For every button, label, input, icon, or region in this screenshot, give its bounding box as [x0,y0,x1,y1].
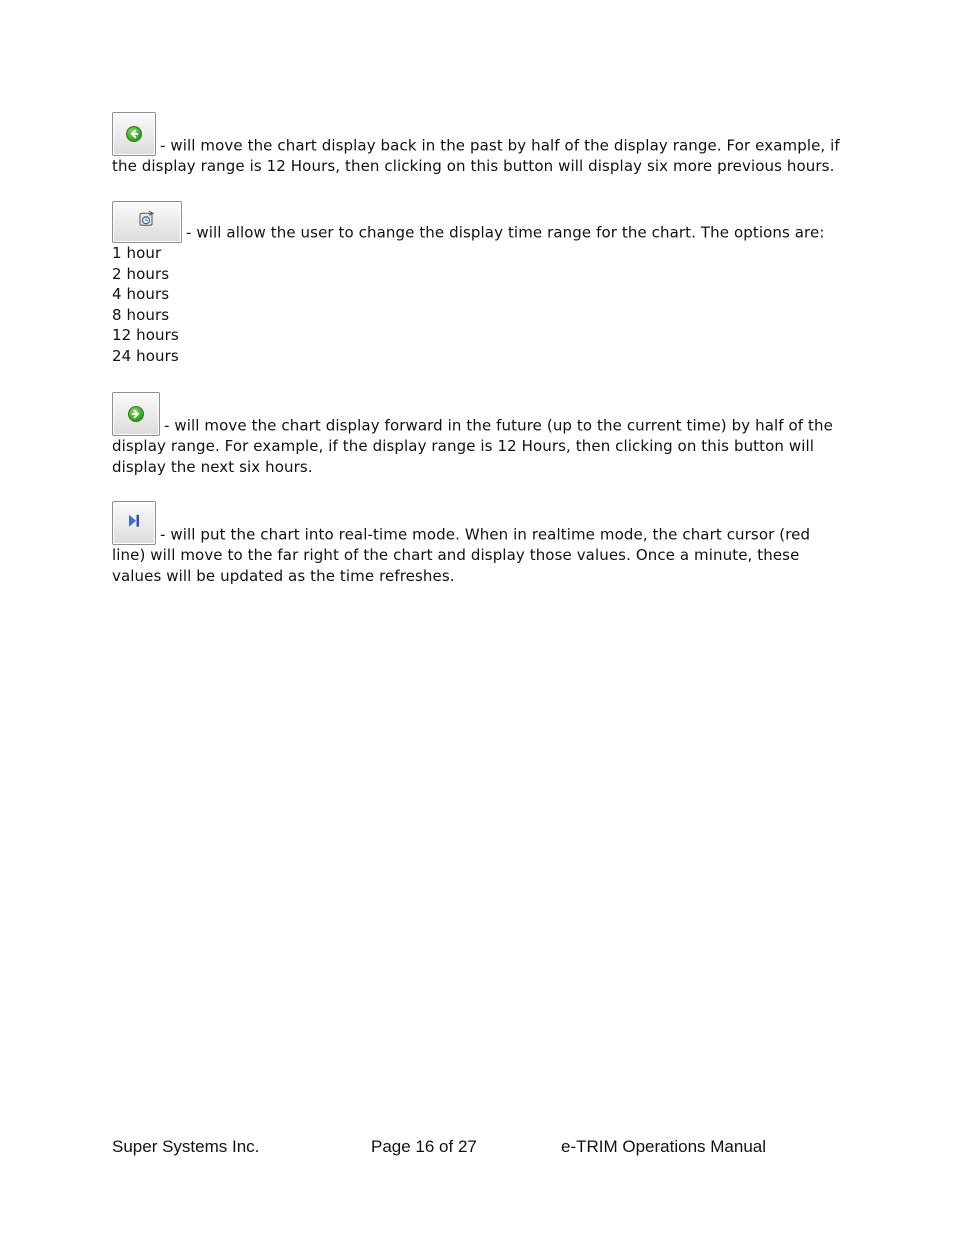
realtime-button-description [112,501,847,586]
footer-manual-title: e-TRIM Operations Manual [561,1137,767,1156]
range-option: 24 hours [112,346,179,365]
realtime-button-text: - will put the chart into real-time mode. When in realtime mode, the chart cursor (red line) will move to the far right of the chart and display those values. Once a minute, these values will be updated as the time refreshes. [112,525,811,585]
range-option: 1 hour [112,244,162,262]
clock-range-icon [137,210,157,234]
green-left-arrow-icon [126,126,142,142]
footer-company: Super Systems Inc. [112,1137,260,1156]
footer-page-number: Page 16 of 27 [371,1137,477,1156]
forward-button-description [112,392,847,477]
forward-button-image [112,392,160,436]
realtime-button-image [112,501,156,545]
skip-to-end-icon [128,513,140,534]
back-button-description [112,112,847,177]
range-option: 4 hours [112,285,170,303]
range-option: 2 hours [112,264,170,283]
range-button-text: - will allow the user to change the display time range for the chart. The options are: [186,223,825,242]
back-button-image [112,112,156,156]
range-option: 8 hours [112,305,170,324]
back-button-text: - will move the chart display back in the past by half of the display range. For example, if the display range is 12 Hours, then clicking on this button will display six more previous hours. [112,136,840,175]
range-option: 12 hours [112,326,179,344]
range-button-image [112,201,182,243]
range-button-description [112,201,847,366]
green-right-arrow-icon [128,406,144,422]
forward-button-text: - will move the chart display forward in the future (up to the current time) by half of the display range. For example, if the display range is 12 Hours, then clicking on this button will display the next six hours. [112,416,833,476]
